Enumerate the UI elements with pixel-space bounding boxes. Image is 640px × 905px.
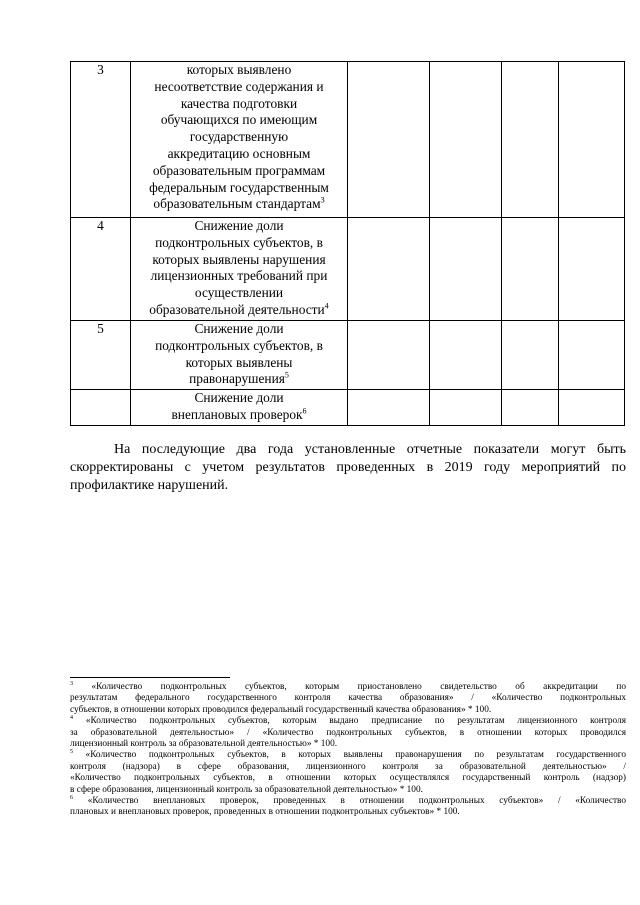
footnote-separator: [70, 677, 230, 678]
indicator-line-text: которых выявлены: [185, 354, 293, 370]
table-row: [71, 390, 625, 426]
footnote-text: результатам федерального государственного контроля качества образования» / «Количество подконтрольных: [70, 693, 626, 704]
value-cell: [430, 390, 502, 426]
indicator-line-text: Снижение доли: [194, 321, 284, 336]
footnote: [70, 716, 626, 750]
footnote-text: «Количество подконтрольных субъектов, которым выдано предписание по результатам лицензионного контроля: [85, 716, 626, 727]
footnote-text: «Количество подконтрольных субъектов, в которых выявлены правонарушения по результатам государственного: [85, 750, 626, 761]
indicator-line-text: образовательной деятельности: [149, 301, 325, 317]
footnote-reference: 4: [324, 301, 329, 311]
row-number: 3: [71, 62, 131, 218]
indicator-line-text: обучающихся по имеющим: [160, 112, 318, 128]
row-number: 5: [71, 321, 131, 390]
footnote-mark: 5: [70, 749, 73, 756]
footnote-text: контроля (надзора) в сфере образования, лицензионного контроля за образовательной деятельностью» /: [70, 761, 626, 772]
indicator-line: [135, 268, 343, 285]
indicator-line: [135, 338, 343, 355]
value-cell: [348, 62, 430, 218]
footnote-text: плановых и внеплановых проверок, проведенных в отношении подконтрольных субъектов» * 100.: [70, 807, 460, 818]
value-cell: [430, 218, 502, 321]
table-row: [71, 321, 625, 390]
footnote: [70, 682, 626, 716]
indicator-line-text: образовательным программам: [152, 162, 326, 178]
footnote-text: в сфере образования, лицензионный контроль за образовательной деятельностью» * 100.: [70, 784, 423, 795]
footnote-text: за образовательной деятельностью» / «Количество подконтрольных субъектов, в отношении которых проводился: [70, 727, 626, 738]
footnotes: [70, 682, 626, 819]
indicator-line-text: правонарушения: [189, 371, 285, 387]
indicator-line: [135, 96, 343, 113]
indicator-name: [131, 390, 348, 426]
indicator-line: [135, 112, 343, 129]
footnote-line: [70, 716, 626, 727]
indicator-line-text: федеральным государственным: [149, 179, 329, 195]
footnote-mark: 3: [70, 680, 73, 687]
value-cell: [502, 218, 559, 321]
value-cell: [502, 390, 559, 426]
indicator-line-text: Снижение доли: [194, 218, 284, 233]
footnote-line: [70, 762, 626, 773]
footnote: [70, 796, 626, 819]
paragraph-line-1: На последующие два года установленные отчетные показатели могут быть: [114, 442, 626, 457]
indicator-line-text: качества подготовки: [180, 95, 298, 111]
indicator-line-text: подконтрольных субъектов, в: [155, 337, 323, 353]
value-cell: [559, 62, 625, 218]
footnote-line: [70, 739, 626, 750]
value-cell: [430, 62, 502, 218]
value-cell: [348, 321, 430, 390]
indicator-line: [135, 355, 343, 372]
table-row: [71, 218, 625, 321]
indicator-line: [135, 146, 343, 163]
indicator-line: [135, 285, 343, 302]
indicator-line-text: лицензионных требований при: [150, 268, 328, 284]
indicator-line-text: подконтрольных субъектов, в: [155, 234, 323, 250]
indicator-line: [135, 235, 343, 252]
row-number: [71, 390, 131, 426]
indicator-line-text: Снижение доли: [194, 390, 284, 405]
footnote-line: [70, 693, 626, 704]
indicator-line: [135, 252, 343, 269]
value-cell: [348, 390, 430, 426]
indicator-name: [131, 218, 348, 321]
indicator-line: [135, 129, 343, 146]
indicator-line: [135, 218, 343, 235]
indicator-name: [131, 62, 348, 218]
footnote-text: «Количество внеплановых проверок, проведенных в отношении подконтрольных субъектов» / «Количество: [87, 796, 626, 807]
value-cell: [559, 390, 625, 426]
value-cell: [430, 321, 502, 390]
footnote-line: [70, 807, 626, 818]
footnote-line: [70, 796, 626, 807]
indicator-line-text: внеплановых проверок: [171, 406, 303, 422]
paragraph-line-2: скорректированы с учетом результатов проведенных в 2019 году мероприятий по: [70, 460, 626, 475]
footnote: [70, 750, 626, 796]
indicator-line: [135, 163, 343, 180]
body-paragraph: [70, 441, 626, 495]
indicator-line: [135, 196, 343, 213]
indicator-line-text: осуществлении: [194, 285, 284, 301]
footnote-text: субъектов, в отношении которых проводился федеральный государственный качества образования» * 100.: [70, 704, 492, 715]
indicator-line-text: которых выявлено: [186, 62, 292, 77]
indicator-line: [135, 371, 343, 388]
indicator-line: [135, 79, 343, 96]
value-cell: [502, 321, 559, 390]
footnote-mark: 4: [70, 715, 73, 722]
footnote-line: [70, 705, 626, 716]
footnote-mark: 6: [70, 794, 73, 801]
value-cell: [348, 218, 430, 321]
footnote-text: «Количество подконтрольных субъектов, в отношении которых осуществлялся государственный контроль (надзор): [70, 773, 626, 784]
footnote-line: [70, 728, 626, 739]
indicator-line: [135, 321, 343, 338]
footnote-text: лицензионный контроль за образовательной деятельностью» * 100.: [70, 739, 338, 750]
indicator-line: [135, 180, 343, 197]
paragraph-line-3: профилактике нарушений.: [70, 478, 229, 493]
indicators-table: [70, 61, 625, 426]
row-number: 4: [71, 218, 131, 321]
indicator-line: [135, 62, 343, 79]
table-row: [71, 62, 625, 218]
indicator-line: [135, 302, 343, 319]
indicator-line-text: аккредитацию основным: [167, 145, 311, 161]
indicator-name: [131, 321, 348, 390]
footnote-line: [70, 682, 626, 693]
value-cell: [559, 321, 625, 390]
value-cell: [559, 218, 625, 321]
footnote-line: [70, 785, 626, 796]
footnote-reference: 5: [284, 370, 289, 380]
indicator-line: [135, 407, 343, 424]
footnote-line: [70, 773, 626, 784]
indicator-line-text: образовательным стандартам: [153, 196, 321, 212]
footnote-line: [70, 750, 626, 761]
indicator-line-text: государственную: [189, 129, 289, 145]
value-cell: [502, 62, 559, 218]
indicator-line-text: которых выявлены нарушения: [152, 251, 326, 267]
footnote-reference: 6: [302, 406, 307, 416]
footnote-text: «Количество подконтрольных субъектов, которым приостановлено свидетельство об аккредитации по: [91, 682, 626, 692]
footnote-reference: 3: [320, 195, 325, 205]
indicator-line-text: несоответствие содержания и: [154, 78, 324, 94]
indicator-line: [135, 390, 343, 407]
